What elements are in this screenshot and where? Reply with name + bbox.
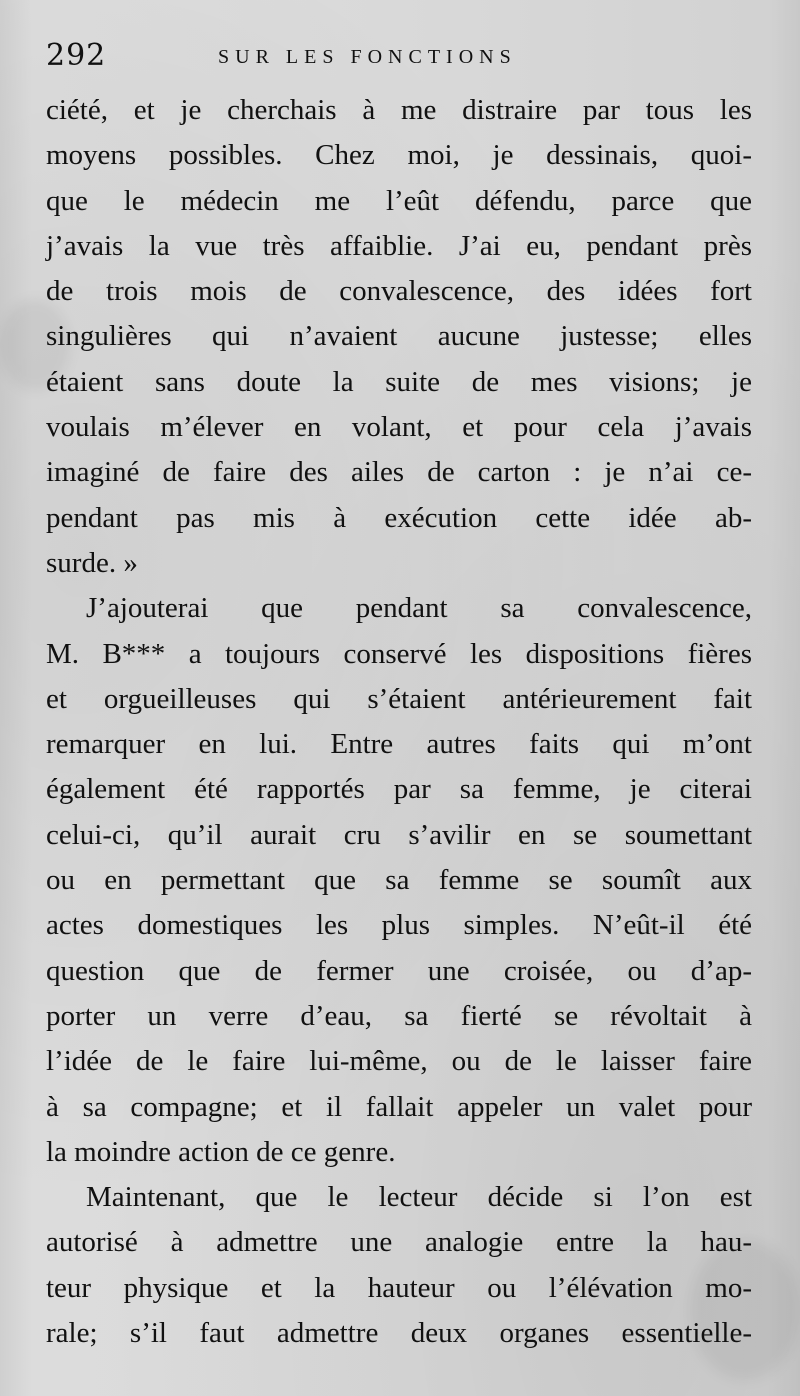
text-line: l’idée de le faire lui-même, ou de le laisser faire (46, 1045, 752, 1078)
page-number: 292 (46, 38, 107, 73)
text-line: teur physique et la hauteur ou l’élévation mo- (46, 1271, 752, 1304)
text-line: actes domestiques les plus simples. N’eût-il été (46, 909, 752, 942)
text-line: surde. » (46, 546, 138, 579)
text-line: ou en permettant que sa femme se soumît aux (46, 864, 752, 897)
text-line: celui-ci, qu’il aurait cru s’avilir en se soumettant (46, 818, 752, 851)
page-header (46, 38, 752, 78)
text-line: autorisé à admettre une analogie entre la hau- (46, 1226, 752, 1259)
running-head: SUR LES FONCTIONS (218, 46, 517, 68)
text-line: M. B*** a toujours conservé les dispositions fières (46, 637, 752, 670)
text-line: j’avais la vue très affaiblie. J’ai eu, pendant près (46, 229, 752, 262)
text-line: moyens possibles. Chez moi, je dessinais, quoi- (46, 139, 752, 172)
text-line: rale; s’il faut admettre deux organes essentielle- (46, 1317, 752, 1350)
text-line: singulières qui n’avaient aucune justesse; elles (46, 320, 752, 353)
paragraph-start-line: Maintenant, que le lecteur décide si l’on est (86, 1181, 752, 1214)
text-line: ciété, et je cherchais à me distraire par tous les (46, 94, 752, 126)
text-line: la moindre action de ce genre. (46, 1135, 396, 1168)
text-line: voulais m’élever en volant, et pour cela j’avais (46, 411, 752, 444)
text-line: remarquer en lui. Entre autres faits qui m’ont (46, 728, 752, 761)
text-line: à sa compagne; et il fallait appeler un valet pour (46, 1090, 752, 1123)
text-line: également été rapportés par sa femme, je citerai (46, 773, 752, 806)
text-line: porter un verre d’eau, sa fierté se révoltait à (46, 999, 752, 1032)
text-line: pendant pas mis à exécution cette idée ab- (46, 501, 752, 534)
text-line: que le médecin me l’eût défendu, parce que (46, 184, 752, 217)
text-line: question que de fermer une croisée, ou d’ap- (46, 954, 752, 987)
text-line: imaginé de faire des ailes de carton : je n’ai ce- (46, 456, 752, 489)
text-line: et orgueilleuses qui s’étaient antérieurement fait (46, 682, 752, 715)
body-text (46, 88, 752, 1356)
paragraph-start-line: J’ajouterai que pendant sa convalescence, (86, 592, 752, 625)
text-line: de trois mois de convalescence, des idées fort (46, 275, 752, 308)
text-line: étaient sans doute la suite de mes visions; je (46, 365, 752, 398)
